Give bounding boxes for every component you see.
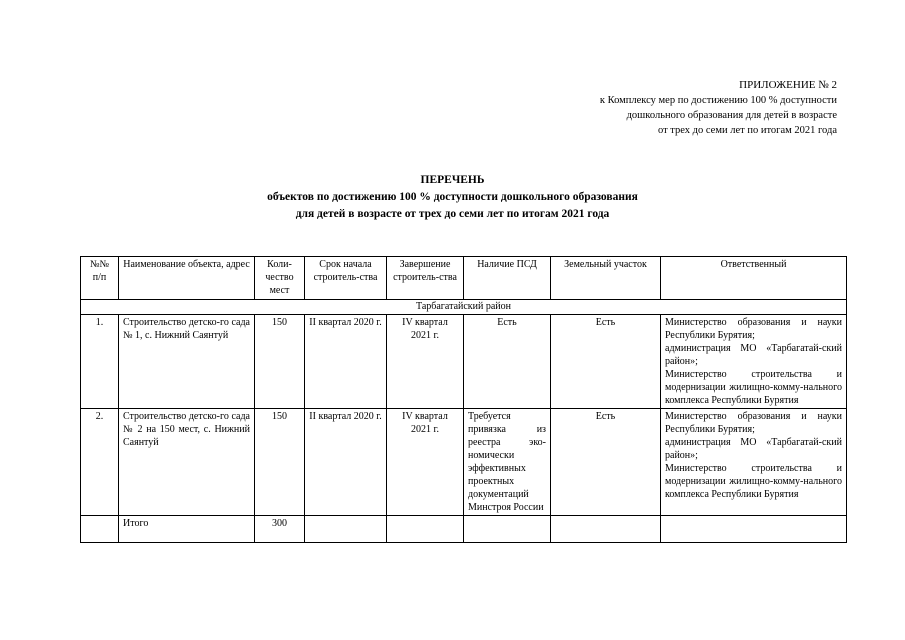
header-end: Завершение строитель-ства <box>387 257 464 300</box>
responsible-part-2: администрация МО «Тарбагатай-ский район»; <box>665 343 842 367</box>
total-empty-cell <box>305 516 387 543</box>
title-subline-1: объектов по достижению 100 % доступности дошкольного образования <box>267 191 638 203</box>
responsible-part-3: Министерство строительства и модернизации жилищно-комму-нального комплекса Республики Бурятия <box>665 369 842 406</box>
header-num: №№ п/п <box>81 257 119 300</box>
appendix-line-3: дошкольного образования для детей в возрасте <box>626 110 837 121</box>
row-start: II квартал 2020 г. <box>305 409 387 516</box>
header-start: Срок начала строитель-ства <box>305 257 387 300</box>
row-qty: 150 <box>255 409 305 516</box>
row-responsible <box>661 315 847 409</box>
row-land: Есть <box>551 315 661 409</box>
appendix-line-2: к Комплексу мер по достижению 100 % доступности <box>599 95 837 106</box>
appendix-number: ПРИЛОЖЕНИЕ № 2 <box>739 79 837 91</box>
document-title <box>0 172 905 223</box>
appendix-header <box>600 78 837 138</box>
objects-table <box>80 256 847 543</box>
total-empty-cell <box>551 516 661 543</box>
header-responsible: Ответственный <box>661 257 847 300</box>
row-land: Есть <box>551 409 661 516</box>
total-qty: 300 <box>255 516 305 543</box>
responsible-part-1: Министерство образования и науки Республики Бурятия; <box>665 411 842 435</box>
row-object-name: Строительство детско-го сада № 2 на 150 мест, с. Нижний Саянтуй <box>119 409 255 516</box>
row-responsible <box>661 409 847 516</box>
row-end: IV квартал 2021 г. <box>387 315 464 409</box>
title-subline-2: для детей в возрасте от трех до семи лет по итогам 2021 года <box>295 208 610 220</box>
responsible-part-3: Министерство строительства и модернизации жилищно-комму-нального комплекса Республики Бурятия <box>665 463 842 500</box>
total-label: Итого <box>119 516 255 543</box>
header-qty: Коли-чество мест <box>255 257 305 300</box>
responsible-part-1: Министерство образования и науки Республики Бурятия; <box>665 317 842 341</box>
total-empty-cell <box>387 516 464 543</box>
header-name: Наименование объекта, адрес <box>119 257 255 300</box>
district-name: Тарбагатайский район <box>81 300 847 315</box>
row-start: II квартал 2020 г. <box>305 315 387 409</box>
row-object-name: Строительство детско-го сада № 1, с. Нижний Саянтуй <box>119 315 255 409</box>
responsible-part-2: администрация МО «Тарбагатай-ский район»; <box>665 437 842 461</box>
header-psd: Наличие ПСД <box>464 257 551 300</box>
appendix-line-4: от трех до семи лет по итогам 2021 года <box>657 125 837 136</box>
row-psd: Есть <box>464 315 551 409</box>
title-heading: ПЕРЕЧЕНЬ <box>420 174 485 186</box>
table-row <box>81 409 847 516</box>
table-header-row <box>81 257 847 300</box>
total-empty-cell <box>81 516 119 543</box>
district-row <box>81 300 847 315</box>
table-row <box>81 315 847 409</box>
total-row <box>81 516 847 543</box>
row-qty: 150 <box>255 315 305 409</box>
row-end: IV квартал 2021 г. <box>387 409 464 516</box>
row-num: 2. <box>81 409 119 516</box>
total-empty-cell <box>661 516 847 543</box>
total-empty-cell <box>464 516 551 543</box>
row-num: 1. <box>81 315 119 409</box>
row-psd: Требуется привязка из реестра эко-номически эффективных проектных документаций Минстроя России <box>464 409 551 516</box>
header-land: Земельный участок <box>551 257 661 300</box>
